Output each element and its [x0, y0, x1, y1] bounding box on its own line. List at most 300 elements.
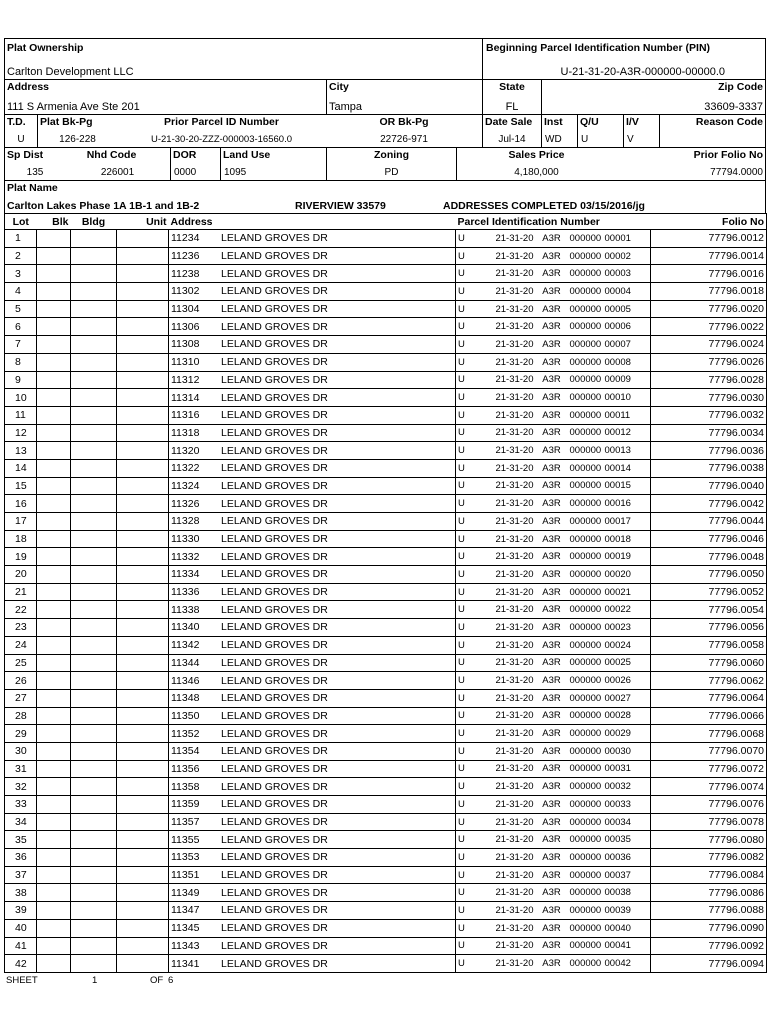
pin-block-cell: 000000 — [568, 336, 603, 354]
unit-cell — [117, 742, 169, 760]
plat-header — [4, 38, 766, 213]
bldg-cell — [71, 619, 117, 637]
sheet-number: 1 — [92, 975, 98, 986]
table-row — [5, 530, 767, 548]
unit-cell — [117, 725, 169, 743]
zoning-value: PD — [384, 167, 399, 178]
lot-cell: 1 — [5, 230, 37, 248]
house-number: 11302 — [171, 285, 200, 298]
lot-cell: 6 — [5, 318, 37, 336]
owner-address: 111 S Armenia Ave Ste 201 — [7, 101, 140, 113]
pin-block-cell: 000000 — [568, 530, 603, 548]
pin-str-cell: 21-31-20 — [481, 866, 536, 884]
pin-block-cell: 000000 — [568, 884, 603, 902]
prior-parcel-label: Prior Parcel ID Number — [164, 116, 279, 128]
address-row — [5, 79, 765, 114]
sp-dist: 135 — [26, 167, 44, 178]
bldg-cell — [71, 530, 117, 548]
pin-block-cell: 000000 — [568, 955, 603, 973]
house-number: 11310 — [171, 356, 200, 369]
table-row — [5, 318, 767, 336]
pin-prefix-cell: U — [456, 760, 481, 778]
blk-cell — [37, 707, 71, 725]
table-row — [5, 477, 767, 495]
pin-prefix-cell: U — [456, 513, 481, 531]
pin-str-cell: 21-31-20 — [481, 778, 536, 796]
pin-parcel-cell: 00008 — [603, 353, 651, 371]
pin-prefix-cell: U — [456, 831, 481, 849]
street-name: LELAND GROVES DR — [221, 603, 328, 616]
pin-block-cell: 000000 — [568, 424, 603, 442]
pin-prefix-cell: U — [456, 919, 481, 937]
pin-prefix-cell: U — [456, 530, 481, 548]
address-cell — [169, 283, 456, 301]
blk-cell — [37, 813, 71, 831]
folio-cell: 77796.0086 — [651, 884, 767, 902]
house-number: 11350 — [171, 709, 200, 722]
land-use-label: Land Use — [223, 149, 271, 161]
address-cell — [169, 636, 456, 654]
pin-parcel-cell: 00039 — [603, 902, 651, 920]
table-row — [5, 884, 767, 902]
address-cell — [169, 831, 456, 849]
address-cell — [169, 796, 456, 814]
folio-cell: 77796.0072 — [651, 760, 767, 778]
address-cell — [169, 601, 456, 619]
pin-parcel-cell: 00017 — [603, 513, 651, 531]
col-unit: Unit — [117, 214, 169, 230]
pin-str-cell: 21-31-20 — [481, 937, 536, 955]
folio-cell: 77796.0088 — [651, 902, 767, 920]
folio-cell: 77796.0066 — [651, 707, 767, 725]
unit-cell — [117, 689, 169, 707]
lot-cell: 26 — [5, 672, 37, 690]
pin-parcel-cell: 00013 — [603, 442, 651, 460]
blk-cell — [37, 831, 71, 849]
pin-sub-cell: A3R — [536, 495, 568, 513]
folio-cell: 77796.0054 — [651, 601, 767, 619]
lot-cell: 24 — [5, 636, 37, 654]
unit-cell — [117, 866, 169, 884]
pin-parcel-cell: 00025 — [603, 654, 651, 672]
addresses-completed-note: ADDRESSES COMPLETED 03/15/2016/jg — [443, 200, 645, 212]
pin-sub-cell: A3R — [536, 742, 568, 760]
folio-cell: 77796.0074 — [651, 778, 767, 796]
address-cell — [169, 937, 456, 955]
address-cell — [169, 389, 456, 407]
pin-parcel-cell: 00029 — [603, 725, 651, 743]
city-label: City — [329, 81, 349, 93]
pin-str-cell: 21-31-20 — [481, 283, 536, 301]
blk-cell — [37, 495, 71, 513]
lot-cell: 5 — [5, 300, 37, 318]
blk-cell — [37, 866, 71, 884]
sales-price-label: Sales Price — [508, 149, 565, 161]
pin-prefix-cell: U — [456, 477, 481, 495]
house-number: 11351 — [171, 869, 200, 882]
pin-sub-cell: A3R — [536, 406, 568, 424]
sp-dist-label: Sp Dist — [7, 149, 44, 161]
unit-cell — [117, 796, 169, 814]
street-name: LELAND GROVES DR — [221, 426, 328, 439]
street-name: LELAND GROVES DR — [221, 391, 328, 404]
blk-cell — [37, 601, 71, 619]
lot-cell: 42 — [5, 955, 37, 973]
street-name: LELAND GROVES DR — [221, 833, 328, 846]
table-row — [5, 583, 767, 601]
unit-cell — [117, 548, 169, 566]
lot-cell: 41 — [5, 937, 37, 955]
folio-cell: 77796.0038 — [651, 459, 767, 477]
pin-str-cell: 21-31-20 — [481, 406, 536, 424]
pin-parcel-cell: 00016 — [603, 495, 651, 513]
lot-cell: 40 — [5, 919, 37, 937]
lot-cell: 14 — [5, 459, 37, 477]
pin-block-cell: 000000 — [568, 477, 603, 495]
house-number: 11320 — [171, 444, 200, 457]
address-cell — [169, 495, 456, 513]
pin-parcel-cell: 00040 — [603, 919, 651, 937]
bldg-cell — [71, 955, 117, 973]
pin-str-cell: 21-31-20 — [481, 336, 536, 354]
lot-cell: 22 — [5, 601, 37, 619]
lot-cell: 4 — [5, 283, 37, 301]
pin-str-cell: 21-31-20 — [481, 583, 536, 601]
sheet-footer — [6, 975, 173, 986]
table-row — [5, 831, 767, 849]
pin-str-cell: 21-31-20 — [481, 230, 536, 248]
plat-name-row — [5, 180, 765, 213]
unit-cell — [117, 884, 169, 902]
pin-parcel-cell: 00023 — [603, 619, 651, 637]
street-name: LELAND GROVES DR — [221, 515, 328, 528]
house-number: 11338 — [171, 603, 200, 616]
reason-code-label: Reason Code — [695, 116, 763, 128]
bldg-cell — [71, 601, 117, 619]
unit-cell — [117, 300, 169, 318]
house-number: 11324 — [171, 479, 200, 492]
blk-cell — [37, 760, 71, 778]
house-number: 11236 — [171, 250, 200, 263]
unit-cell — [117, 760, 169, 778]
pin-str-cell: 21-31-20 — [481, 548, 536, 566]
pin-parcel-cell: 00042 — [603, 955, 651, 973]
folio-cell: 77796.0020 — [651, 300, 767, 318]
folio-cell: 77796.0040 — [651, 477, 767, 495]
house-number: 11334 — [171, 568, 200, 581]
table-row — [5, 725, 767, 743]
pin-prefix-cell: U — [456, 495, 481, 513]
prior-parcel-id: U-21-30-20-ZZZ-000003-16560.0 — [151, 134, 292, 145]
table-row — [5, 459, 767, 477]
table-row — [5, 371, 767, 389]
street-name: LELAND GROVES DR — [221, 479, 328, 492]
table-row — [5, 300, 767, 318]
pin-parcel-cell: 00041 — [603, 937, 651, 955]
bldg-cell — [71, 919, 117, 937]
pin-parcel-cell: 00015 — [603, 477, 651, 495]
folio-cell: 77796.0084 — [651, 866, 767, 884]
folio-cell: 77796.0050 — [651, 566, 767, 584]
blk-cell — [37, 336, 71, 354]
address-cell — [169, 353, 456, 371]
address-cell — [169, 707, 456, 725]
lot-cell: 38 — [5, 884, 37, 902]
pin-parcel-cell: 00031 — [603, 760, 651, 778]
pin-block-cell: 000000 — [568, 866, 603, 884]
pin-parcel-cell: 00027 — [603, 689, 651, 707]
col-lot: Lot — [5, 214, 37, 230]
pin-sub-cell: A3R — [536, 601, 568, 619]
pin-parcel-cell: 00005 — [603, 300, 651, 318]
house-number: 11330 — [171, 533, 200, 546]
pin-prefix-cell: U — [456, 796, 481, 814]
pin-sub-cell: A3R — [536, 548, 568, 566]
lot-cell: 10 — [5, 389, 37, 407]
house-number: 11356 — [171, 762, 200, 775]
table-row — [5, 336, 767, 354]
pin-block-cell: 000000 — [568, 548, 603, 566]
pin-block-cell: 000000 — [568, 636, 603, 654]
folio-cell: 77796.0028 — [651, 371, 767, 389]
house-number: 11344 — [171, 656, 200, 669]
unit-cell — [117, 654, 169, 672]
pin-block-cell: 000000 — [568, 672, 603, 690]
street-name: LELAND GROVES DR — [221, 267, 328, 280]
owner-row — [5, 38, 765, 79]
pin-block-cell: 000000 — [568, 831, 603, 849]
iv-value: V — [627, 134, 634, 145]
street-name: LELAND GROVES DR — [221, 709, 328, 722]
pin-str-cell: 21-31-20 — [481, 849, 536, 867]
unit-cell — [117, 495, 169, 513]
bldg-cell — [71, 495, 117, 513]
pin-parcel-cell: 00021 — [603, 583, 651, 601]
pin-parcel-cell: 00020 — [603, 566, 651, 584]
address-cell — [169, 583, 456, 601]
address-cell — [169, 265, 456, 283]
lot-cell: 25 — [5, 654, 37, 672]
house-number: 11318 — [171, 426, 200, 439]
pin-sub-cell: A3R — [536, 919, 568, 937]
table-row — [5, 495, 767, 513]
lot-cell: 18 — [5, 530, 37, 548]
bldg-cell — [71, 796, 117, 814]
pin-parcel-cell: 00036 — [603, 849, 651, 867]
unit-cell — [117, 424, 169, 442]
pin-block-cell: 000000 — [568, 406, 603, 424]
pin-block-cell: 000000 — [568, 919, 603, 937]
pin-prefix-cell: U — [456, 566, 481, 584]
pin-sub-cell: A3R — [536, 247, 568, 265]
pin-prefix-cell: U — [456, 937, 481, 955]
pin-prefix-cell: U — [456, 371, 481, 389]
owner-state: FL — [505, 101, 519, 113]
col-parcel-id: Parcel Identification Number — [456, 214, 651, 230]
unit-cell — [117, 813, 169, 831]
blk-cell — [37, 725, 71, 743]
pin-prefix-cell: U — [456, 902, 481, 920]
blk-cell — [37, 513, 71, 531]
pin-sub-cell: A3R — [536, 300, 568, 318]
pin-sub-cell: A3R — [536, 831, 568, 849]
pin-block-cell: 000000 — [568, 813, 603, 831]
pin-sub-cell: A3R — [536, 672, 568, 690]
bldg-cell — [71, 371, 117, 389]
nhd-code: 226001 — [100, 167, 135, 178]
pin-block-cell: 000000 — [568, 796, 603, 814]
folio-cell: 77796.0078 — [651, 813, 767, 831]
unit-cell — [117, 265, 169, 283]
pin-str-cell: 21-31-20 — [481, 601, 536, 619]
col-address: Address — [169, 214, 456, 230]
blk-cell — [37, 689, 71, 707]
pin-block-cell: 000000 — [568, 371, 603, 389]
lot-cell: 23 — [5, 619, 37, 637]
plat-name-label: Plat Name — [7, 182, 58, 194]
house-number: 11341 — [171, 957, 200, 970]
table-row — [5, 707, 767, 725]
table-row — [5, 566, 767, 584]
street-name: LELAND GROVES DR — [221, 338, 328, 351]
pin-sub-cell: A3R — [536, 884, 568, 902]
pin-sub-cell: A3R — [536, 477, 568, 495]
folio-cell: 77796.0042 — [651, 495, 767, 513]
pin-block-cell: 000000 — [568, 601, 603, 619]
pin-str-cell: 21-31-20 — [481, 619, 536, 637]
lot-cell: 13 — [5, 442, 37, 460]
lot-cell: 2 — [5, 247, 37, 265]
street-name: LELAND GROVES DR — [221, 462, 328, 475]
bldg-cell — [71, 513, 117, 531]
folio-cell: 77796.0090 — [651, 919, 767, 937]
zip-label: Zip Code — [718, 81, 763, 93]
street-name: LELAND GROVES DR — [221, 320, 328, 333]
col-bldg: Bldg — [71, 214, 117, 230]
address-cell — [169, 725, 456, 743]
lot-cell: 17 — [5, 513, 37, 531]
iv-label: I/V — [626, 116, 639, 128]
house-number: 11332 — [171, 550, 200, 563]
street-name: LELAND GROVES DR — [221, 922, 328, 935]
unit-cell — [117, 672, 169, 690]
folio-cell: 77796.0018 — [651, 283, 767, 301]
pin-parcel-cell: 00012 — [603, 424, 651, 442]
pin-str-cell: 21-31-20 — [481, 442, 536, 460]
street-name: LELAND GROVES DR — [221, 497, 328, 510]
pin-parcel-cell: 00018 — [603, 530, 651, 548]
address-cell — [169, 884, 456, 902]
street-name: LELAND GROVES DR — [221, 886, 328, 899]
qu-label: Q/U — [580, 116, 599, 128]
pin-block-cell: 000000 — [568, 283, 603, 301]
pin-parcel-cell: 00010 — [603, 389, 651, 407]
table-row — [5, 636, 767, 654]
pin-str-cell: 21-31-20 — [481, 513, 536, 531]
lot-cell: 9 — [5, 371, 37, 389]
unit-cell — [117, 937, 169, 955]
bldg-cell — [71, 636, 117, 654]
unit-cell — [117, 831, 169, 849]
table-row — [5, 902, 767, 920]
lot-table — [4, 213, 767, 973]
folio-cell: 77796.0056 — [651, 619, 767, 637]
unit-cell — [117, 442, 169, 460]
bldg-cell — [71, 318, 117, 336]
street-name: LELAND GROVES DR — [221, 373, 328, 386]
unit-cell — [117, 371, 169, 389]
folio-cell: 77796.0022 — [651, 318, 767, 336]
or-bk-pg: 22726-971 — [380, 134, 428, 145]
pin-str-cell: 21-31-20 — [481, 831, 536, 849]
house-number: 11353 — [171, 851, 200, 864]
folio-cell: 77796.0046 — [651, 530, 767, 548]
folio-cell: 77796.0012 — [651, 230, 767, 248]
table-row — [5, 230, 767, 248]
pin-prefix-cell: U — [456, 654, 481, 672]
pin-parcel-cell: 00022 — [603, 601, 651, 619]
pin-sub-cell: A3R — [536, 230, 568, 248]
address-cell — [169, 813, 456, 831]
house-number: 11312 — [171, 373, 200, 386]
house-number: 11314 — [171, 391, 200, 404]
address-cell — [169, 955, 456, 973]
pin-str-cell: 21-31-20 — [481, 796, 536, 814]
folio-cell: 77796.0062 — [651, 672, 767, 690]
address-cell — [169, 866, 456, 884]
address-cell — [169, 513, 456, 531]
lot-cell: 32 — [5, 778, 37, 796]
bldg-cell — [71, 353, 117, 371]
blk-cell — [37, 300, 71, 318]
folio-cell: 77796.0060 — [651, 654, 767, 672]
address-cell — [169, 459, 456, 477]
address-cell — [169, 371, 456, 389]
lot-cell: 8 — [5, 353, 37, 371]
folio-cell: 77796.0092 — [651, 937, 767, 955]
street-name: LELAND GROVES DR — [221, 692, 328, 705]
of-label: OF — [150, 975, 164, 986]
blk-cell — [37, 265, 71, 283]
address-cell — [169, 406, 456, 424]
street-name: LELAND GROVES DR — [221, 285, 328, 298]
bldg-cell — [71, 760, 117, 778]
unit-cell — [117, 283, 169, 301]
pin-block-cell: 000000 — [568, 583, 603, 601]
table-row — [5, 513, 767, 531]
blk-cell — [37, 442, 71, 460]
house-number: 11342 — [171, 639, 200, 652]
pin-parcel-cell: 00037 — [603, 866, 651, 884]
pin-block-cell: 000000 — [568, 389, 603, 407]
pin-prefix-cell: U — [456, 689, 481, 707]
bldg-cell — [71, 336, 117, 354]
riverview-note: RIVERVIEW 33579 — [295, 200, 386, 212]
unit-cell — [117, 353, 169, 371]
col-folio: Folio No — [651, 214, 767, 230]
pin-sub-cell: A3R — [536, 654, 568, 672]
blk-cell — [37, 937, 71, 955]
address-label: Address — [7, 81, 50, 93]
address-cell — [169, 424, 456, 442]
street-name: LELAND GROVES DR — [221, 533, 328, 546]
unit-cell — [117, 530, 169, 548]
folio-cell: 77796.0080 — [651, 831, 767, 849]
blk-cell — [37, 636, 71, 654]
blk-cell — [37, 353, 71, 371]
unit-cell — [117, 513, 169, 531]
table-header — [5, 214, 767, 230]
